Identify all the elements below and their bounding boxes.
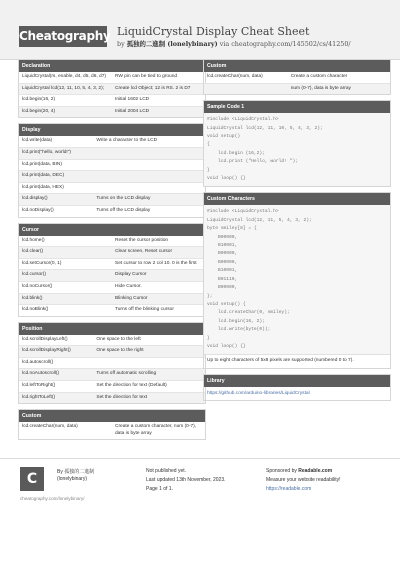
section-heading: Display [19,124,205,136]
last-updated: Last updated 13th November, 2023. [146,477,226,483]
publish-status: Not published yet. [146,468,187,474]
sponsor-tagline: Measure your website readability! [266,477,341,483]
command-cell: LiquidCrystal lcd(12, 11, 10, 5, 4, 3, 2); [19,83,112,95]
code-line: LiquidCrystal lcd(12, 11, 5, 4, 3, 2); [207,217,312,223]
page-title: LiquidCrystal Display Cheat Sheet [117,25,310,38]
command-cell: lcd.createChar(num, data) [22,424,78,430]
footer-meta [146,467,226,494]
description-cell: RW pin can be tied to ground [115,74,178,79]
table-row [19,72,205,83]
command-cell: lcd.scrollDisplayRight() [19,346,93,358]
section-heading: Sample Code 1 [204,101,390,113]
command-cell: lcd.noBlink() [19,305,112,316]
command-table [19,335,205,404]
section-cursor [18,223,206,317]
table-row [204,83,390,94]
section-display [18,123,206,217]
command-cell: lcd.write(data) [22,138,53,144]
table-row [19,236,205,247]
command-cell: lcd.home() [22,237,45,243]
command-cell: lcd.clear() [19,247,112,259]
code-block [204,205,390,354]
table-row [19,159,205,171]
description-cell [93,171,205,183]
command-cell [204,83,288,94]
code-line: void setup() { [207,301,246,307]
description-cell: Set cursor to row 2 col 10. 0 is the first [112,258,205,270]
cheatography-logo[interactable]: Cheatography [19,26,107,47]
description-cell: Turns on the LCD display [93,194,205,206]
table-row [19,346,205,358]
table-row [19,422,205,439]
description-cell: Set the direction for text (Default) [93,381,205,393]
command-cell: LiquidCrystal(rs, enable, d4, d5, d6, d7) [22,74,106,79]
command-table [19,236,205,316]
table-row [19,305,205,316]
section-heading: Custom [19,410,205,422]
command-cell: lcd.blink() [19,293,112,305]
table-row [19,392,205,403]
library-link[interactable]: https://github.com/arduino-libraries/LiquidCrystal [207,390,310,396]
command-cell: lcd.display() [19,194,93,206]
command-cell: lcd.print(data, DEC) [19,171,93,183]
section-library [203,374,391,401]
left-column [18,59,206,445]
note-text: Up to eight characters of 5x8 pixels are supported (numbered 0 to 7). [204,354,390,368]
description-cell [93,147,205,159]
description-cell: Turns off automatic scrolling [93,369,205,381]
table-row [19,106,205,117]
avatar[interactable]: C [20,467,44,491]
author-link[interactable]: 孤独的二進制 (lonelybinary) [126,40,218,48]
code-line: B00000, [207,251,238,257]
section-custom [18,409,206,440]
code-line: B00000, [207,285,238,291]
description-cell: Create a custom character [290,74,348,79]
code-line: void loop() {} [207,176,246,182]
description-cell: Display Cursor [112,270,205,282]
code-line: void setup() [207,134,241,139]
description-cell: Hide Cursor. [112,281,205,293]
footer-profile-url[interactable]: cheatography.com/lonelybinary/ [20,496,85,501]
section-heading: Declaration [19,60,205,72]
table-row [19,95,205,107]
footer-username: (lonelybinary) [57,476,88,482]
description-cell: Reset the cursor position [115,237,169,243]
description-cell: Blinking Cursor [112,293,205,305]
description-cell [93,357,205,369]
command-cell: lcd.createChar(num, data) [207,74,263,79]
section-heading: Custom Characters [204,193,390,205]
code-line: lcd.print ("Hello, world! "); [207,159,298,165]
footer [0,458,400,566]
table-row [19,247,205,259]
code-line: lcd.createChar(0, smiley); [207,310,290,316]
table-row [204,72,390,83]
sponsor-link[interactable]: https://readable.com [266,486,312,492]
code-line: { [207,142,210,148]
command-cell: lcd.noDisplay() [19,205,93,216]
code-line: } [207,335,210,341]
table-row [19,205,205,216]
section-custom-right [203,59,391,95]
table-row [19,270,205,282]
code-line: } [207,167,210,173]
command-cell: lcd.print("hello, world!") [19,147,93,159]
table-row [19,293,205,305]
description-cell: Clear screen, Reset cursor [112,247,205,259]
command-cell: lcd.cursor() [19,270,112,282]
description-cell: Turns off the blinking cursor [112,305,205,316]
table-row [19,182,205,194]
command-cell: lcd.begin(20, 4) [19,106,112,117]
description-cell: Set the direction for text [93,392,205,403]
table-row [19,136,205,147]
page-count: Page 1 of 1. [146,486,173,492]
sponsor-line [266,467,340,476]
description-cell: One space to the right [93,346,205,358]
table-row [19,357,205,369]
section-declaration [18,59,206,118]
command-table [19,136,205,216]
section-custom-characters [203,192,391,368]
table-row [19,83,205,95]
code-line: lcd.write(byte(0)); [207,327,271,333]
code-line: B10001, [207,268,238,274]
section-heading: Position [19,323,205,335]
by-prefix: by [117,40,125,48]
description-cell: Create a custom character, num (0-7), data is byte array [115,424,197,436]
section-heading: Custom [204,60,390,72]
code-line: B10001, [207,243,238,249]
sponsor-name[interactable]: Readable.com [298,468,333,474]
code-line: lcd.begin(16, 2); [207,318,265,324]
command-cell: lcd.autoscroll() [19,357,93,369]
code-line: byte smiley[8] = { [207,226,257,232]
code-block [204,113,390,186]
header [0,0,400,60]
code-line: lcd.begin (16,2); [207,150,265,156]
footer-author[interactable]: By 孤独的二進制 [57,469,95,475]
table-row [19,258,205,270]
description-cell: Initial 1602 LCD [112,95,205,107]
section-heading: Library [204,375,390,387]
command-cell: lcd.noCursor() [19,281,112,293]
command-cell: lcd.noAutoscroll() [19,369,93,381]
code-line: void loop() {} [207,343,246,349]
description-cell: Write a character to the LCD [96,138,158,144]
author-byline [117,39,351,48]
table-row [19,281,205,293]
command-cell: lcd.scrollDisplayLeft() [22,336,68,342]
code-line: LiquidCrystal lcd(12, 11, 10, 5, 4, 3, 2); [207,125,323,131]
command-cell: lcd.print(data, HEX) [19,182,93,194]
description-cell [93,182,205,194]
via-url[interactable]: via cheatography.com/145502/cs/41250/ [219,40,351,48]
right-column [203,59,391,406]
table-row [19,147,205,159]
section-position [18,322,206,405]
code-line: #include <LiquidCrystal.h> [207,117,279,123]
command-cell: lcd.setCursor(0, 1) [19,258,112,270]
code-line: B00000, [207,259,238,265]
description-cell: One space to the left [96,336,141,342]
code-line: #include <LiquidCrystal.h> [207,209,279,215]
command-table [19,422,205,439]
code-line: B01110, [207,276,238,282]
command-cell: lcd.begin(16, 2) [19,95,112,107]
table-row [19,335,205,346]
table-row [19,194,205,206]
footer-sponsor [266,467,340,494]
description-cell: num (0-7), data is byte array [288,83,390,94]
table-row [19,381,205,393]
code-line: B00000, [207,234,238,240]
command-table [204,72,390,94]
table-row [19,171,205,183]
description-cell: Create lcd Object; 12 is RS. 2 is D7 [112,83,205,95]
sponsor-prefix: Sponsored by [266,468,299,474]
command-cell: lcd.print(data, BIN) [19,159,93,171]
table-row [19,369,205,381]
command-cell: lcd.rightToLeft() [19,392,93,403]
section-sample-code [203,100,391,187]
code-line: }; [207,293,213,299]
command-table [19,72,205,117]
description-cell [93,159,205,171]
description-cell: Initial 2004 LCD [112,106,205,117]
description-cell: Turns off the LCD display [93,205,205,216]
section-heading: Cursor [19,224,205,236]
command-cell: lcd.leftToRight() [19,381,93,393]
